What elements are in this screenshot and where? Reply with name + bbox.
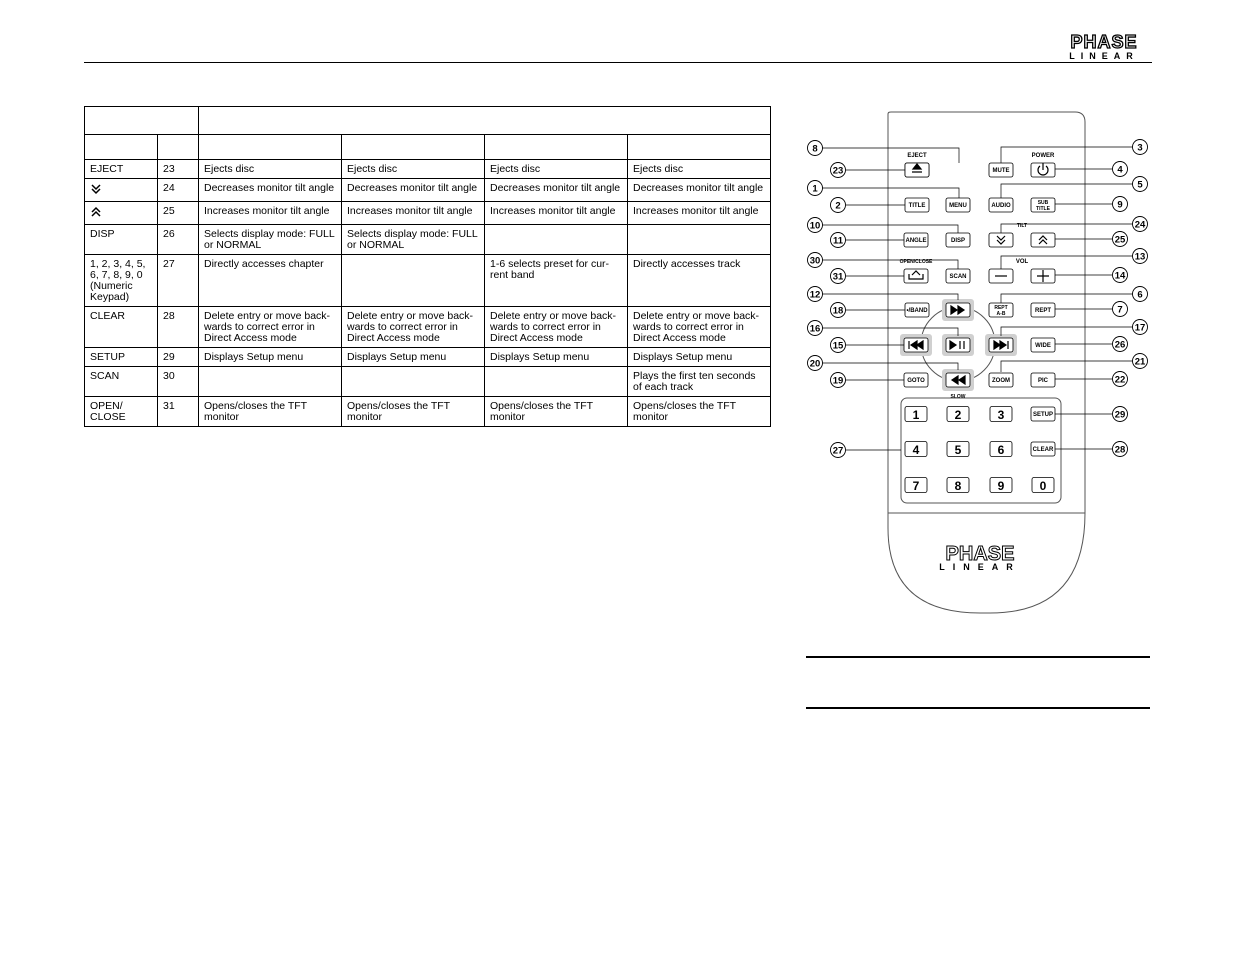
leader-line	[822, 188, 959, 198]
phase-linear-logo	[1057, 33, 1151, 60]
callout-number: 1	[812, 183, 818, 195]
header-cell	[85, 107, 199, 135]
function-cell: Delete entry or move back-wards to correct error in Direct Access mode	[342, 307, 485, 348]
callout-number: 31	[832, 271, 844, 283]
button-name-cell	[85, 179, 158, 202]
function-cell: Plays the first ten seconds of each track	[628, 367, 771, 397]
header-cell	[485, 135, 628, 160]
function-cell	[342, 367, 485, 397]
keypad-digit: 9	[997, 479, 1005, 493]
callout-30	[808, 253, 959, 270]
callout-10	[808, 218, 959, 234]
function-cell: Ejects disc	[342, 160, 485, 179]
callout-number-cell: 27	[158, 255, 199, 307]
title-button[interactable]	[905, 198, 929, 212]
angle-button-label: ANGLE	[905, 238, 927, 244]
header-cell	[85, 135, 158, 160]
previous-button[interactable]	[900, 334, 932, 356]
keypad-digit: 4	[912, 443, 920, 457]
function-cell: Opens/closes the TFT monitor	[485, 397, 628, 427]
callout-number: 8	[812, 143, 818, 155]
function-cell: Delete entry or move back-wards to correct error in Direct Access mode	[485, 307, 628, 348]
leader-line	[822, 328, 958, 336]
audio-button-label: AUDIO	[991, 203, 1011, 209]
keypad-button-2[interactable]	[947, 407, 969, 423]
table-body	[85, 107, 771, 427]
callout-number: 15	[832, 340, 844, 352]
callout-number: 9	[1117, 199, 1123, 211]
callout-27	[831, 443, 902, 458]
setup-button-label: SETUP	[1032, 412, 1054, 418]
callout-21	[1001, 354, 1148, 373]
slow-label: SLOW	[950, 394, 966, 400]
callout-number: 22	[1114, 374, 1126, 386]
keypad-digit: 1	[912, 408, 920, 422]
function-cell: Directly accesses track	[628, 255, 771, 307]
callout-number-cell: 30	[158, 367, 199, 397]
band-button-label: •/BAND	[906, 308, 928, 314]
header-rule	[84, 62, 1152, 63]
remote-body	[888, 112, 1085, 613]
function-cell: Ejects disc	[199, 160, 342, 179]
callout-15	[831, 338, 905, 353]
keypad-button-9[interactable]	[990, 478, 1012, 494]
callout-number: 21	[1134, 356, 1146, 368]
subtitle-button[interactable]	[1031, 198, 1055, 212]
angle-button[interactable]	[904, 233, 928, 247]
button-name-cell: CLEAR	[85, 307, 158, 348]
rept-button-label: REPT	[1034, 308, 1052, 314]
function-cell: Increases monitor tilt angle	[485, 202, 628, 225]
zoom-button-label: ZOOM	[992, 378, 1010, 384]
function-cell: Decreases monitor tilt angle	[485, 179, 628, 202]
callout-number: 3	[1137, 142, 1143, 154]
callout-22	[1055, 372, 1128, 387]
title-button-label: TITLE	[908, 203, 926, 209]
svg-text:PHASE: PHASE	[945, 543, 1015, 565]
leader-line	[822, 225, 958, 233]
scan-button[interactable]	[946, 269, 970, 283]
clear-button[interactable]	[1031, 442, 1055, 456]
keypad-digit: 5	[954, 443, 962, 457]
callout-number: 17	[1134, 322, 1146, 334]
remote-controls	[900, 153, 1055, 493]
function-cell: Ejects disc	[485, 160, 628, 179]
function-cell	[485, 367, 628, 397]
table-row	[85, 367, 771, 397]
table-row	[85, 179, 771, 202]
note-rule-bottom	[806, 707, 1150, 709]
tilt-label: TILT	[1016, 223, 1028, 229]
callout-9	[1055, 197, 1128, 212]
callout-number: 12	[809, 289, 821, 301]
function-cell: Delete entry or move back-wards to correct error in Direct Access mode	[199, 307, 342, 348]
vol-up-button[interactable]	[1031, 269, 1055, 283]
pic-button-label: PIC	[1037, 378, 1049, 384]
function-cell: Ejects disc	[628, 160, 771, 179]
callout-7	[1055, 302, 1128, 317]
function-cell: 1-6 selects preset for cur-rent band	[485, 255, 628, 307]
button-name-cell: EJECT	[85, 160, 158, 179]
callout-28	[1055, 442, 1128, 457]
function-cell: Selects display mode: FULL or NORMAL	[199, 225, 342, 255]
leader-line	[822, 148, 959, 163]
callout-number: 26	[1114, 339, 1126, 351]
callout-16	[808, 321, 959, 337]
callout-number: 13	[1134, 251, 1146, 263]
callout-number: 23	[832, 165, 844, 177]
function-cell: Decreases monitor tilt angle	[628, 179, 771, 202]
table-row	[85, 307, 771, 348]
callout-4	[1055, 162, 1128, 177]
menu-button-label: MENU	[949, 203, 967, 209]
tilt-up-icon	[90, 209, 102, 221]
button-name-cell: OPEN/ CLOSE	[85, 397, 158, 427]
function-cell: Opens/closes the TFT monitor	[628, 397, 771, 427]
eject-label: EJECT	[907, 153, 927, 159]
callout-29	[1055, 407, 1128, 422]
goto-button-label: GOTO	[907, 378, 925, 384]
disp-button-label: DISP	[950, 238, 966, 244]
keypad-button-8[interactable]	[947, 478, 969, 494]
remote-logo	[939, 543, 1021, 572]
keypad-button-5[interactable]	[947, 442, 969, 458]
mute-button-label: MUTE	[992, 168, 1010, 174]
header-cell	[628, 135, 771, 160]
next-button[interactable]	[985, 334, 1017, 356]
callout-number-cell: 24	[158, 179, 199, 202]
eject-button[interactable]	[905, 163, 929, 177]
svg-text:PHASE: PHASE	[1070, 33, 1138, 52]
callout-number-cell: 29	[158, 348, 199, 367]
slow-rewind-button[interactable]	[942, 369, 974, 391]
callout-number: 5	[1137, 179, 1143, 191]
callout-number: 29	[1114, 409, 1126, 421]
callout-31	[831, 269, 905, 284]
function-cell: Increases monitor tilt angle	[342, 202, 485, 225]
function-cell: Opens/closes the TFT monitor	[342, 397, 485, 427]
function-cell: Displays Setup menu	[628, 348, 771, 367]
function-cell: Displays Setup menu	[342, 348, 485, 367]
table-row	[85, 225, 771, 255]
fast-forward-button[interactable]	[942, 299, 974, 321]
zoom-button[interactable]	[989, 373, 1013, 387]
function-cell	[628, 225, 771, 255]
leader-line	[1001, 327, 1133, 336]
table-row	[85, 202, 771, 225]
callout-number: 19	[832, 375, 844, 387]
vol-down-button[interactable]	[989, 269, 1013, 283]
callout-2	[831, 198, 906, 213]
table-row	[85, 397, 771, 427]
callout-number: 25	[1114, 234, 1126, 246]
function-cell	[342, 255, 485, 307]
callout-number: 18	[832, 305, 844, 317]
callout-number: 20	[809, 358, 821, 370]
header-cell	[158, 135, 199, 160]
callout-number: 14	[1114, 270, 1126, 282]
leader-line	[822, 260, 958, 269]
callout-11	[831, 233, 905, 248]
open-close-button[interactable]	[904, 269, 928, 283]
rept-ab-button[interactable]	[989, 303, 1013, 317]
button-name-cell	[85, 202, 158, 225]
leader-line	[1001, 294, 1133, 303]
tilt-down-icon	[90, 186, 102, 198]
button-name-cell: SETUP	[85, 348, 158, 367]
function-cell: Increases monitor tilt angle	[199, 202, 342, 225]
remote-outline	[888, 112, 1085, 613]
function-cell: Directly accesses chapter	[199, 255, 342, 307]
tilt-down-button[interactable]	[989, 233, 1013, 247]
band-button[interactable]	[905, 303, 929, 317]
callout-number: 4	[1117, 164, 1123, 176]
audio-button[interactable]	[989, 198, 1013, 212]
subtitle-button-label-1: SUB	[1037, 200, 1049, 206]
callout-23	[831, 163, 906, 178]
callout-number: 27	[832, 445, 844, 457]
keypad-digit: 8	[954, 479, 962, 493]
button-name-cell: DISP	[85, 225, 158, 255]
leader-line	[822, 294, 958, 300]
callout-1	[808, 181, 960, 199]
scan-button-label: SCAN	[949, 274, 967, 280]
callout-19	[831, 373, 905, 388]
callout-number: 6	[1137, 289, 1143, 301]
mute-button[interactable]	[989, 163, 1013, 177]
callout-number-cell: 25	[158, 202, 199, 225]
function-cell: Decreases monitor tilt angle	[199, 179, 342, 202]
keypad-button-4[interactable]	[905, 442, 927, 458]
rept-ab-button-label-1: REPT	[994, 305, 1008, 311]
callout-number-cell: 31	[158, 397, 199, 427]
keypad-digit: 6	[997, 443, 1005, 457]
keypad-digit: 0	[1039, 479, 1047, 493]
leader-line	[822, 363, 958, 370]
leader-line	[1001, 361, 1133, 372]
function-cell	[485, 225, 628, 255]
leader-line	[1001, 184, 1133, 198]
svg-text:LINEAR: LINEAR	[1069, 51, 1139, 60]
callout-26	[1055, 337, 1128, 352]
wide-button[interactable]	[1031, 338, 1055, 352]
rept-button[interactable]	[1031, 303, 1055, 317]
table-row	[85, 255, 771, 307]
table-row	[85, 348, 771, 367]
play-pause-button[interactable]	[942, 334, 974, 356]
function-cell: Delete entry or move back-wards to correct error in Direct Access mode	[628, 307, 771, 348]
keypad-button-7[interactable]	[905, 478, 927, 494]
subtitle-button-label-2: TITLE	[1036, 206, 1050, 212]
power-label: POWER	[1031, 153, 1055, 159]
callout-number-cell: 26	[158, 225, 199, 255]
callout-14	[1055, 268, 1128, 283]
callout-number: 10	[809, 220, 821, 232]
callout-number: 11	[832, 235, 844, 247]
button-name-cell: 1, 2, 3, 4, 5, 6, 7, 8, 9, 0 (Numeric Keypad)	[85, 255, 158, 307]
callout-number: 30	[809, 255, 821, 267]
function-cell: Decreases monitor tilt angle	[342, 179, 485, 202]
vol-label: VOL	[1015, 259, 1029, 265]
pic-button[interactable]	[1031, 373, 1055, 387]
remote-control-diagram	[805, 108, 1155, 618]
table-header-row-2	[85, 135, 771, 160]
button-operations-table	[84, 106, 771, 427]
callout-6	[1001, 287, 1148, 304]
callout-number: 24	[1134, 219, 1146, 231]
callout-20	[808, 356, 959, 371]
power-button[interactable]	[1031, 163, 1055, 177]
callout-number: 16	[809, 323, 821, 335]
callout-number: 7	[1117, 304, 1123, 316]
function-cell	[199, 367, 342, 397]
open-close-label: OPEN/CLOSE	[899, 259, 933, 265]
keypad-button-0[interactable]	[1032, 478, 1054, 494]
svg-text:LINEAR: LINEAR	[939, 562, 1021, 572]
keypad-button-1[interactable]	[905, 407, 927, 423]
button-name-cell: SCAN	[85, 367, 158, 397]
keypad-digit: 3	[997, 408, 1005, 422]
menu-button[interactable]	[946, 198, 970, 212]
callout-25	[1055, 232, 1128, 247]
table-row	[85, 160, 771, 179]
keypad-digit: 2	[954, 408, 962, 422]
function-cell: Displays Setup menu	[485, 348, 628, 367]
callout-3	[1001, 140, 1148, 164]
note-rule-top	[806, 656, 1150, 658]
header-cell	[199, 107, 771, 135]
table-header-row-1	[85, 107, 771, 135]
callout-8	[808, 141, 960, 164]
keypad-button-3[interactable]	[990, 407, 1012, 423]
setup-button[interactable]	[1031, 407, 1055, 421]
keypad-button-6[interactable]	[990, 442, 1012, 458]
callout-number-cell: 23	[158, 160, 199, 179]
header-cell	[199, 135, 342, 160]
callout-17	[1001, 320, 1148, 337]
goto-button[interactable]	[904, 373, 928, 387]
callout-number-cell: 28	[158, 307, 199, 348]
disp-button[interactable]	[946, 233, 970, 247]
header-cell	[342, 135, 485, 160]
wide-button-label: WIDE	[1035, 343, 1051, 349]
function-cell: Increases monitor tilt angle	[628, 202, 771, 225]
callout-18	[831, 303, 906, 318]
remote-callouts	[808, 140, 1148, 458]
function-cell: Displays Setup menu	[199, 348, 342, 367]
keypad-digit: 7	[912, 479, 920, 493]
callout-5	[1001, 177, 1148, 199]
tilt-up-button[interactable]	[1031, 233, 1055, 247]
rept-ab-button-label-2: A-B	[996, 311, 1006, 317]
callout-number: 2	[835, 200, 841, 212]
callout-12	[808, 287, 959, 302]
callout-number: 28	[1114, 444, 1126, 456]
leader-line	[1001, 147, 1133, 163]
clear-button-label: CLEAR	[1032, 447, 1054, 453]
function-cell: Opens/closes the TFT monitor	[199, 397, 342, 427]
function-cell: Selects display mode: FULL or NORMAL	[342, 225, 485, 255]
